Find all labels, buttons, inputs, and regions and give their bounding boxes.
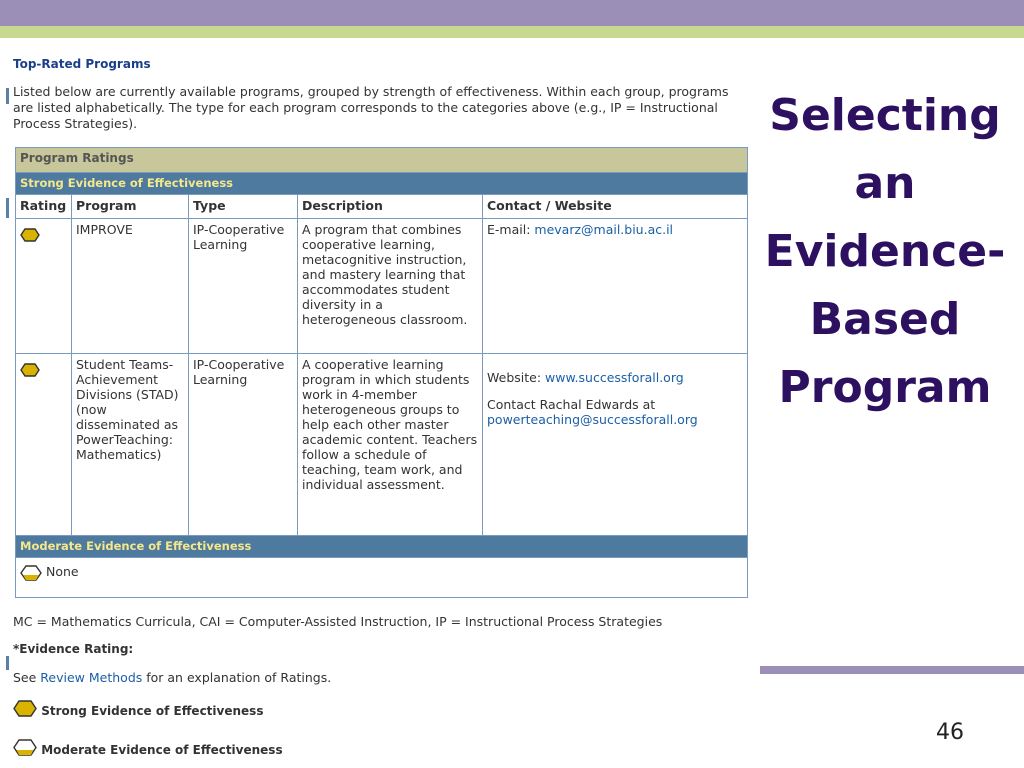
evidence-rating-label: *Evidence Rating: [13,642,134,656]
type-cell: IP-Cooperative Learning [189,354,298,536]
intro-text: Listed below are currently available programs, grouped by strength of effectiveness. Within each group, programs are listed alphabetically. The type for each program corresponds to the categories above (e.g., IP = Instructional Process Strategies). [13,84,729,131]
slide-title-line: Program [778,362,992,413]
description-cell: A cooperative learning program in which students work in 4-member heterogeneous groups to help each other master academic content. Teachers follow a schedule of teaching, team work, and individual assessment. [298,354,483,536]
slide-title-line: an [854,158,916,209]
contact-prefix: Contact Rachal Edwards at [487,397,656,412]
col-contact: Contact / Website [483,195,748,219]
none-cell [16,558,748,598]
group-row-strong [16,173,748,195]
group-label-strong: Strong Evidence of Effectiveness [16,173,748,195]
left-edge-marker [6,198,9,218]
none-label: None [45,564,79,579]
contact-prefix: E-mail: [487,222,535,237]
strong-evidence-hexagon-icon [13,700,37,717]
slide-title-line: Based [809,294,961,345]
type-cell: IP-Cooperative Learning [189,219,298,354]
abbreviations-text: MC = Mathematics Curricula, CAI = Computer-Assisted Instruction, IP = Instructional Process Strategies [13,614,663,629]
table-row [16,354,748,536]
table-row [16,219,748,354]
col-program: Program [72,195,189,219]
website-prefix: Website: [487,370,546,385]
program-cell: Student Teams-Achievement Divisions (STAD)(now disseminated as PowerTeaching: Mathematics) [72,354,189,536]
top-accent-band [0,0,1024,26]
description-cell: A program that combines cooperative learning, metacognitive instruction, and mastery learning that accommodates student diversity in a heterogeneous classroom. [298,219,483,354]
col-description: Description [298,195,483,219]
strong-evidence-hexagon-icon [20,363,40,377]
legend-strong-label: Strong Evidence of Effectiveness [41,704,264,718]
moderate-evidence-hexagon-icon [13,739,37,756]
col-rating: Rating [16,195,72,219]
slide-title-line: Evidence- [764,226,1006,277]
moderate-evidence-hexagon-icon [20,565,42,581]
program-cell: IMPROVE [72,219,189,354]
group-label-moderate: Moderate Evidence of Effectiveness [16,536,748,558]
table-header-row [16,148,748,173]
group-row-moderate [16,536,748,558]
table-row [16,558,748,598]
see-suffix: for an explanation of Ratings. [142,670,332,685]
left-edge-marker [6,88,9,104]
col-type: Type [189,195,298,219]
legend-moderate [13,739,283,757]
program-ratings-table [15,147,748,598]
table-header: Program Ratings [16,148,748,173]
contact-cell [483,219,748,354]
left-edge-marker [6,656,9,670]
website-link[interactable]: www.successforall.org [545,370,684,385]
divider-rule [760,666,1024,674]
page-number: 46 [936,720,964,745]
rating-cell [16,354,72,536]
column-header-row [16,195,748,219]
legend-moderate-label: Moderate Evidence of Effectiveness [41,743,283,757]
section-title: Top-Rated Programs [13,57,151,71]
slide-title-line: Selecting [769,90,1001,141]
legend-strong [13,700,263,718]
contact-cell [483,354,748,536]
rating-cell [16,219,72,354]
see-prefix: See [13,670,41,685]
see-review-methods-text [13,670,331,685]
top-accent-band-green [0,26,1024,38]
slide-title [760,82,1010,422]
email-link[interactable]: powerteaching@successforall.org [487,412,698,427]
email-link[interactable]: mevarz@mail.biu.ac.il [534,222,674,237]
website-screenshot [6,48,754,768]
strong-evidence-hexagon-icon [20,228,40,242]
website-line [487,370,743,385]
review-methods-link[interactable]: Review Methods [40,670,143,685]
